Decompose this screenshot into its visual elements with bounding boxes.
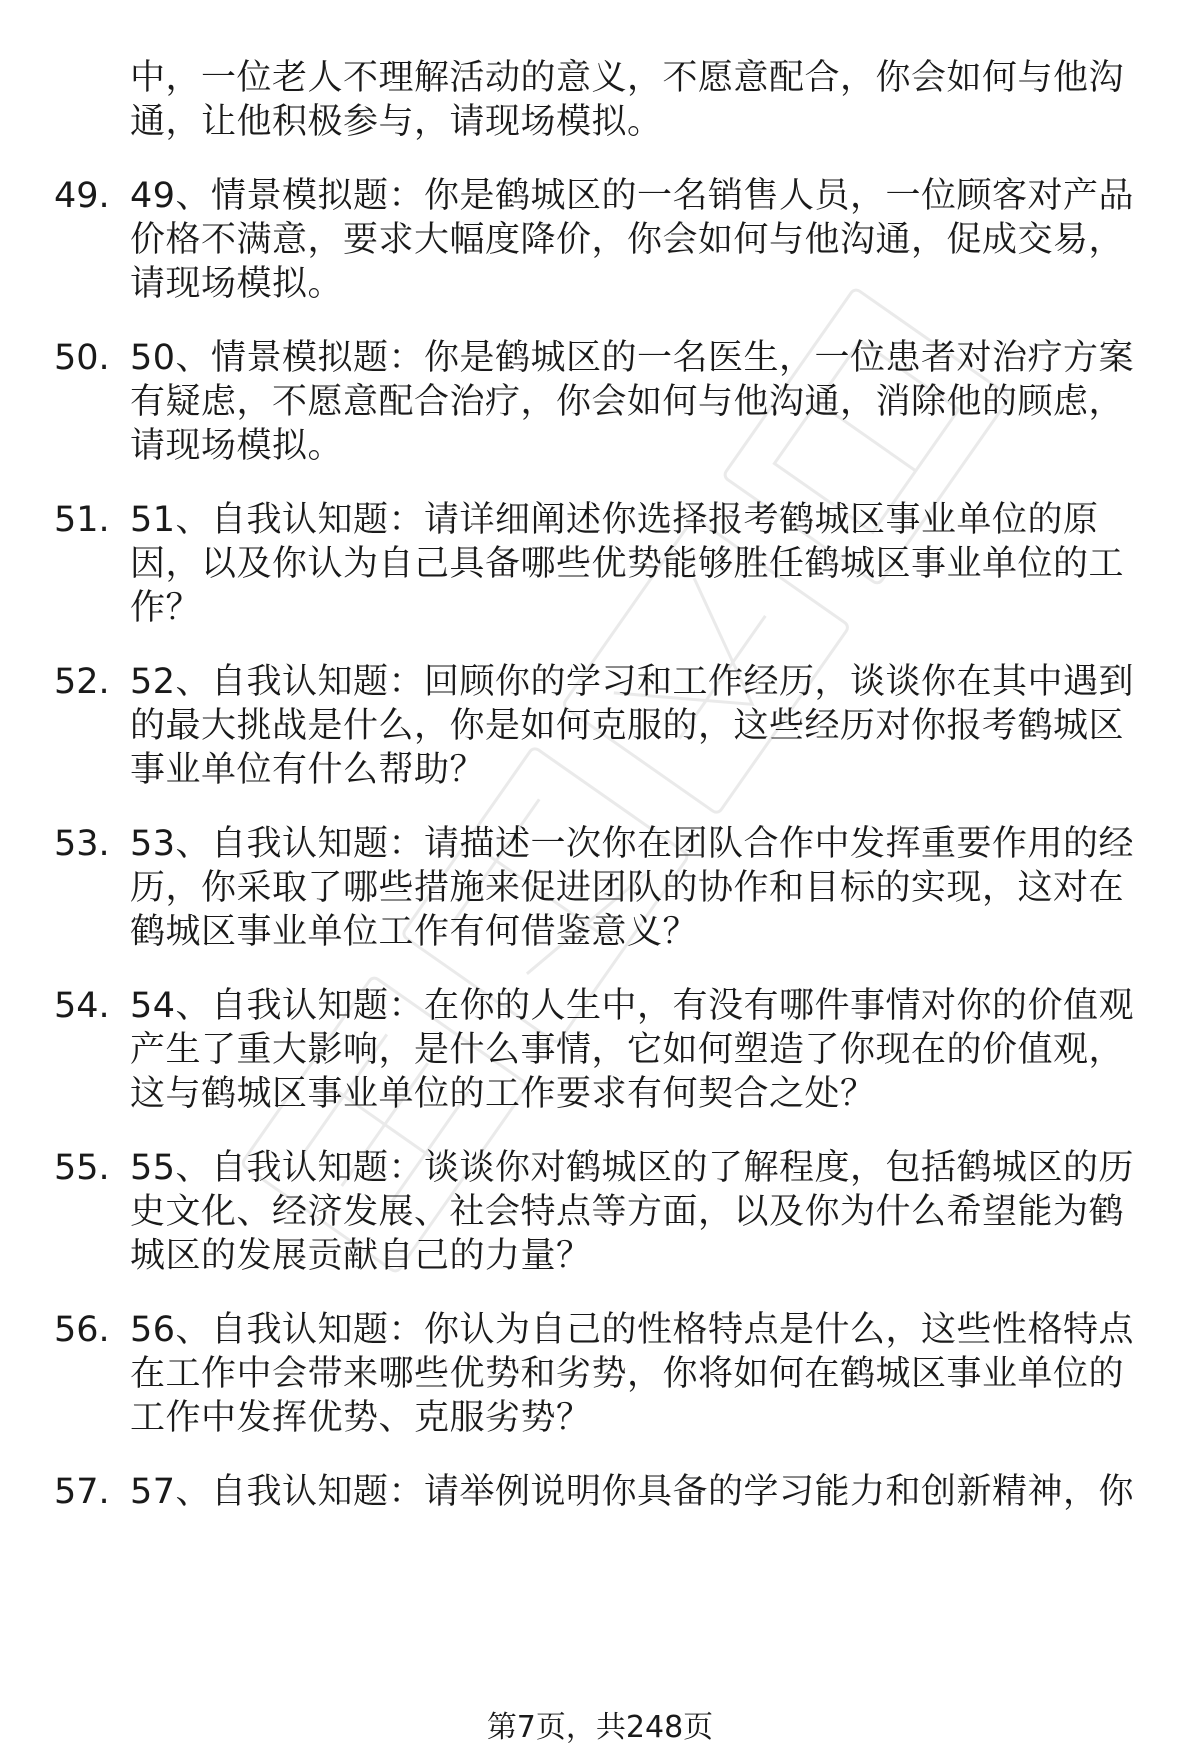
question-line: 51、自我认知题：请详细阐述你选择报考鹤城区事业单位的原 xyxy=(130,500,1099,540)
question-number: 54. xyxy=(54,986,110,1026)
question-line: 这与鹤城区事业单位的工作要求有何契合之处？ xyxy=(130,1074,876,1114)
question-line: 50、情景模拟题：你是鹤城区的一名医生，一位患者对治疗方案 xyxy=(130,338,1135,378)
question-line: 55、自我认知题：谈谈你对鹤城区的了解程度，包括鹤城区的历 xyxy=(130,1148,1135,1188)
continuation-line: 通，让他积极参与，请现场模拟。 xyxy=(130,102,663,142)
question-line: 产生了重大影响，是什么事情，它如何塑造了你现在的价值观， xyxy=(130,1030,1125,1070)
page-footer: 第7页，共248页 xyxy=(486,1710,714,1745)
question-number: 51. xyxy=(54,500,110,540)
question-line: 49、情景模拟题：你是鹤城区的一名销售人员，一位顾客对产品 xyxy=(130,176,1135,216)
question-line: 请现场模拟。 xyxy=(130,264,344,304)
question-line: 54、自我认知题：在你的人生中，有没有哪件事情对你的价值观 xyxy=(130,986,1135,1026)
question-number: 49. xyxy=(54,176,110,216)
question-line: 57、自我认知题：请举例说明你具备的学习能力和创新精神，你 xyxy=(130,1472,1135,1512)
question-number: 52. xyxy=(54,662,110,702)
question-line: 因，以及你认为自己具备哪些优势能够胜任鹤城区事业单位的工 xyxy=(130,544,1125,584)
question-line: 历，你采取了哪些措施来促进团队的协作和目标的实现，这对在 xyxy=(130,868,1125,908)
question-number: 57. xyxy=(54,1472,110,1512)
continuation-line: 中，一位老人不理解活动的意义，不愿意配合，你会如何与他沟 xyxy=(130,58,1125,98)
question-line: 作？ xyxy=(130,588,202,628)
question-line: 56、自我认知题：你认为自己的性格特点是什么，这些性格特点 xyxy=(130,1310,1135,1350)
question-line: 52、自我认知题：回顾你的学习和工作经历，谈谈你在其中遇到 xyxy=(130,662,1135,702)
question-number: 50. xyxy=(54,338,110,378)
question-number: 55. xyxy=(54,1148,110,1188)
question-line: 鹤城区事业单位工作有何借鉴意义？ xyxy=(130,912,699,952)
question-line: 在工作中会带来哪些优势和劣势，你将如何在鹤城区事业单位的 xyxy=(130,1354,1125,1394)
question-number: 53. xyxy=(54,824,110,864)
question-line: 城区的发展贡献自己的力量？ xyxy=(130,1236,592,1276)
question-number: 56. xyxy=(54,1310,110,1350)
question-line: 工作中发挥优势、克服劣势？ xyxy=(130,1398,592,1438)
question-line: 53、自我认知题：请描述一次你在团队合作中发挥重要作用的经 xyxy=(130,824,1135,864)
question-line: 事业单位有什么帮助？ xyxy=(130,750,486,790)
question-line: 价格不满意，要求大幅度降价，你会如何与他沟通，促成交易， xyxy=(130,220,1125,260)
question-line: 史文化、经济发展、社会特点等方面，以及你为什么希望能为鹤 xyxy=(130,1192,1125,1232)
question-line: 有疑虑，不愿意配合治疗，你会如何与他沟通，消除他的顾虑， xyxy=(130,382,1125,422)
question-line: 请现场模拟。 xyxy=(130,426,344,466)
question-line: 的最大挑战是什么，你是如何克服的，这些经历对你报考鹤城区 xyxy=(130,706,1125,746)
